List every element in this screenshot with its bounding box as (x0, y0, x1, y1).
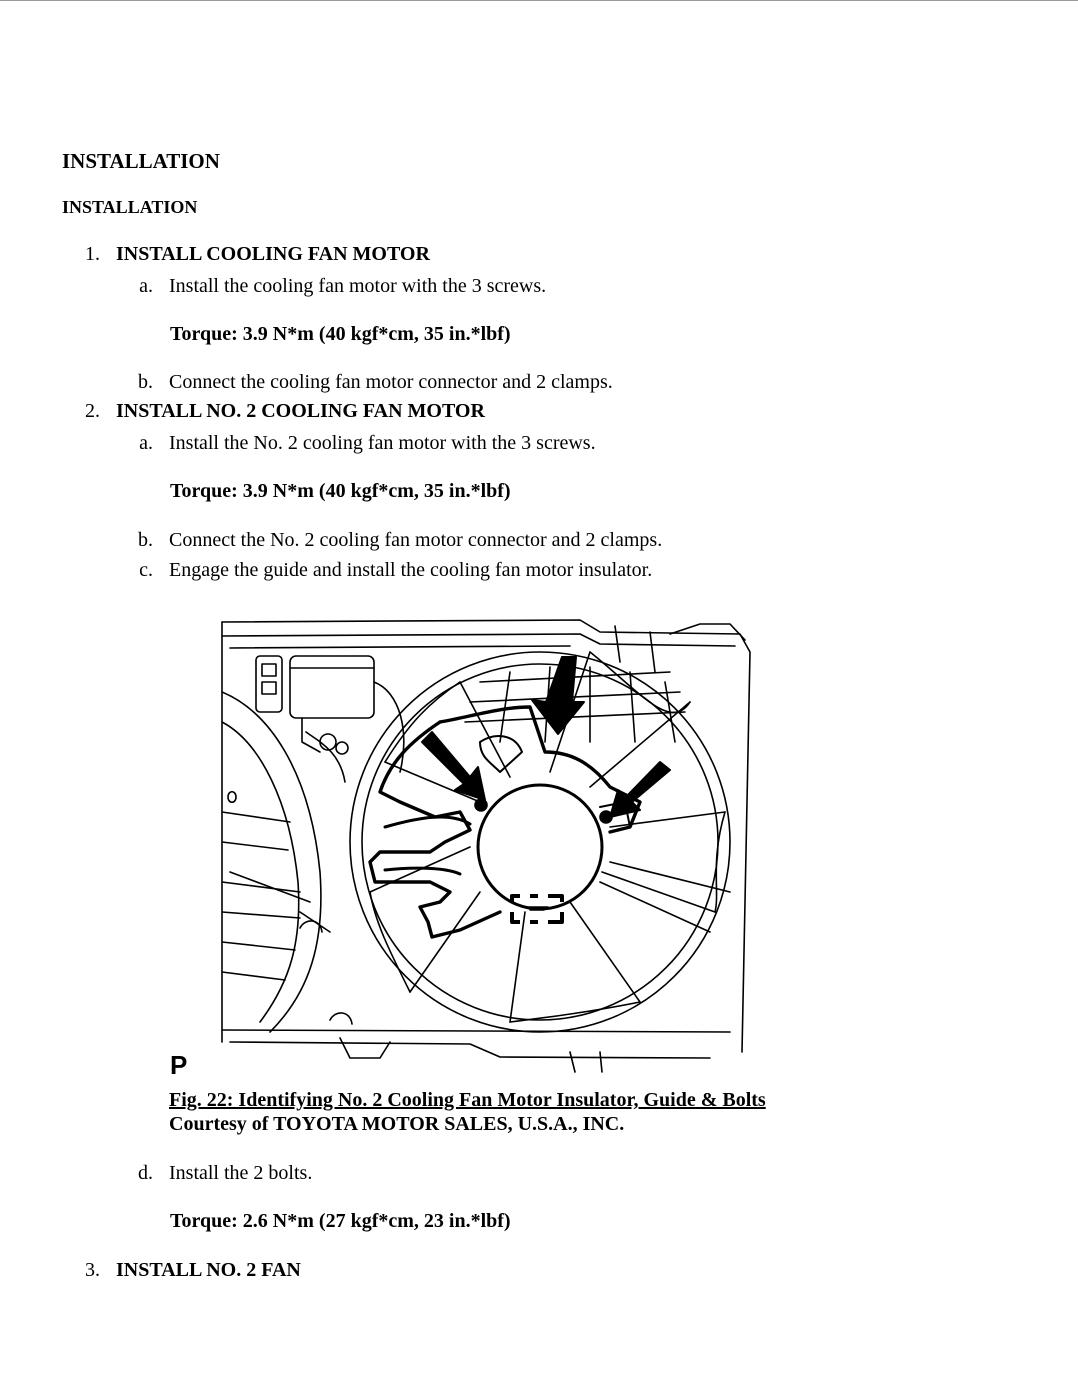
section-subtitle: INSTALLATION (62, 197, 198, 217)
step-2-number: 2. (85, 400, 100, 422)
figure-caption: Fig. 22: Identifying No. 2 Cooling Fan Motor Insulator, Guide & Bolts (169, 1089, 766, 1111)
arrow-right-bolt (610, 762, 670, 817)
arrow-left-bolt (422, 732, 485, 800)
step-2a-text: Install the No. 2 cooling fan motor with the 3 screws. (169, 432, 596, 454)
step-2b-letter: b. (138, 529, 153, 551)
step-1a-letter: a. (139, 275, 153, 297)
cooling-fan-diagram (170, 612, 770, 1082)
step-2d-torque: Torque: 2.6 N*m (27 kgf*cm, 23 in.*lbf) (170, 1210, 511, 1232)
step-2d-letter: d. (138, 1162, 153, 1184)
figure-label: P (170, 1050, 188, 1080)
step-1a-torque: Torque: 3.9 N*m (40 kgf*cm, 35 in.*lbf) (170, 323, 511, 345)
motor-hub (478, 785, 602, 909)
step-1b-text: Connect the cooling fan motor connector and 2 clamps. (169, 371, 613, 393)
step-2a-letter: a. (139, 432, 153, 454)
step-2c-letter: c. (139, 559, 153, 581)
figure-courtesy: Courtesy of TOYOTA MOTOR SALES, U.S.A., INC. (169, 1113, 625, 1135)
step-2d-text: Install the 2 bolts. (169, 1162, 313, 1184)
step-2-heading: INSTALL NO. 2 COOLING FAN MOTOR (116, 400, 485, 422)
step-1a-text: Install the cooling fan motor with the 3 screws. (169, 275, 547, 297)
page-title: INSTALLATION (62, 149, 220, 173)
step-2c-text: Engage the guide and install the cooling fan motor insulator. (169, 559, 653, 581)
step-1-heading: INSTALL COOLING FAN MOTOR (116, 243, 430, 265)
step-1b-letter: b. (138, 371, 153, 393)
shroud-outline (222, 620, 750, 1052)
step-1-number: 1. (85, 243, 100, 265)
step-2b-text: Connect the No. 2 cooling fan motor connector and 2 clamps. (169, 529, 663, 551)
step-3-number: 3. (85, 1259, 100, 1281)
top-rule (0, 0, 1078, 1)
step-3-heading: INSTALL NO. 2 FAN (116, 1259, 301, 1281)
step-2a-torque: Torque: 3.9 N*m (40 kgf*cm, 35 in.*lbf) (170, 480, 511, 502)
